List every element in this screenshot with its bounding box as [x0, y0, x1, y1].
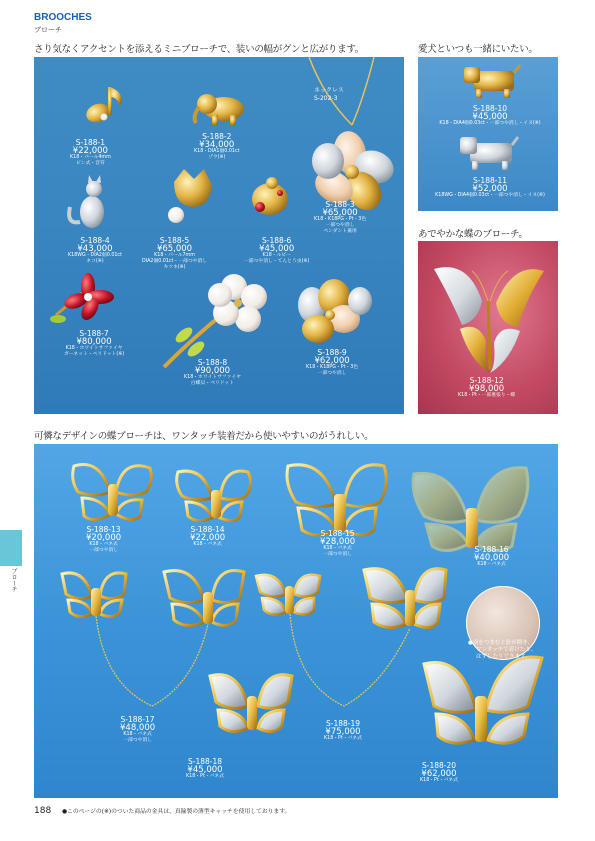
product-spec: K18・K18PG・Pt・3色: [306, 365, 359, 370]
product-spec: 一部つや消し: [325, 223, 355, 228]
butterfly-clip-s188-15: [287, 465, 386, 535]
clasp-note-line: ●羽をつまむと針が開き、: [468, 640, 534, 646]
product-code: S-188-2: [202, 132, 232, 141]
product-price: ¥20,000: [86, 533, 122, 543]
product-label-s188-6: [244, 237, 309, 265]
product-price: ¥75,000: [325, 727, 361, 737]
product-label-s188-12: [458, 377, 515, 399]
product-price: ¥40,000: [474, 553, 510, 563]
butterfly-clip-s188-14: [177, 471, 251, 521]
product-code: S-188-17: [120, 715, 155, 724]
product-spec: K18・Pt・バネ式: [324, 736, 363, 741]
product-label-s188-10: [428, 105, 552, 127]
caption-dog-brooches: 愛犬といつも一緒にいたい。: [418, 44, 538, 55]
footnote: ●このページの(※)のついた商品の金具は、真鍮製の薄型キャッチを使用しております。: [62, 809, 291, 815]
product-spec: 一部つや消し・てんとう虫(※): [244, 259, 310, 264]
pearl-flower-brooch: [164, 274, 267, 367]
silver-terrier-brooch: [460, 137, 518, 170]
product-price: ¥48,000: [120, 723, 156, 733]
product-spec: K18・ホワイトサファイヤ: [65, 346, 123, 351]
product-spec: K18WG・DIA4個0.03ct・一部つや消し・イヌ(※): [435, 193, 545, 198]
product-spec: ネコ(※): [86, 259, 104, 264]
necklace-note-code: S-202-3: [314, 95, 338, 102]
product-spec: K18・Pt・バネ式: [420, 778, 459, 783]
product-label-s188-18: [186, 758, 224, 780]
product-spec: K18・パール7mm: [154, 253, 195, 258]
caption-mini-brooches: さり気なくアクセントを添えるミニブローチで、装いの幅がグンと広がります。: [34, 44, 364, 55]
product-spec: ガーネット・ペリドット(※): [64, 352, 125, 357]
product-spec: K18・Pt・一部裏張り・蝶: [458, 393, 516, 398]
red-flower-brooch: [50, 273, 114, 323]
product-spec: K18・バネ式: [123, 732, 152, 737]
product-price: ¥62,000: [421, 769, 457, 779]
product-price: ¥80,000: [76, 337, 112, 347]
product-spec: K18・Pt・バネ式: [186, 774, 225, 779]
product-code: S-188-6: [262, 236, 292, 245]
product-code: S-188-3: [325, 200, 355, 209]
product-price: ¥22,000: [72, 146, 108, 156]
product-spec: K18・パール4mm: [70, 155, 111, 160]
product-spec: 一部つや消し: [89, 548, 118, 553]
product-code: S-188-8: [197, 358, 228, 367]
clasp-note-line: ワンタッチで着けたり、: [476, 647, 537, 653]
product-code: S-188-15: [320, 529, 355, 538]
product-spec: キツネ(※): [163, 265, 186, 270]
product-code: S-188-14: [190, 525, 225, 534]
product-price: ¥90,000: [194, 366, 231, 376]
music-note-brooch: [84, 87, 122, 126]
caption-butterfly-clips: 可憐なデザインの蝶ブローチは、ワンタッチ装着だから使いやすいのがうれしい。: [34, 431, 374, 442]
product-code: S-188-11: [472, 176, 508, 185]
clasp-note-line: はずしたりできます。: [476, 654, 531, 660]
product-code: S-188-12: [469, 376, 504, 385]
product-label-s188-15: [320, 530, 355, 558]
product-price: ¥34,000: [199, 140, 235, 150]
product-code: S-188-20: [421, 761, 457, 770]
product-code: S-188-18: [187, 757, 223, 766]
product-label-s188-20: [420, 762, 458, 784]
product-label-s188-8: [184, 359, 241, 387]
product-spec: K18・バネ式: [193, 542, 222, 547]
caption-butterfly-brooch: あでやかな蝶のブローチ。: [418, 229, 528, 240]
product-code: S-188-16: [474, 545, 509, 554]
product-code: S-188-9: [317, 348, 347, 357]
product-price: ¥22,000: [190, 533, 226, 543]
product-spec: K18・バネ式: [323, 546, 352, 551]
product-spec: K18・ルビー: [262, 253, 291, 258]
product-spec: K18・DIA4個0.03ct・一部つや消し・イヌ(※): [439, 121, 541, 126]
section-tab-label: ブローチ: [10, 568, 17, 592]
product-label-s188-7: [64, 330, 124, 358]
butterfly-clip-photo-panel: [34, 444, 558, 798]
product-price: ¥28,000: [320, 537, 356, 547]
product-spec: 一部つや消し: [123, 738, 152, 743]
elephant-brooch: [195, 94, 244, 125]
product-spec: ピン式・音符: [75, 161, 105, 166]
product-price: ¥45,000: [259, 244, 295, 254]
product-code: S-188-5: [159, 236, 190, 245]
product-spec: DIA2個0.01ct・一部つや消し: [142, 259, 208, 264]
product-label-s188-13: [86, 526, 121, 554]
product-label-s188-14: [190, 526, 225, 548]
product-price: ¥43,000: [77, 244, 113, 254]
product-spec: 一部つや消し: [317, 371, 347, 376]
product-price: ¥62,000: [314, 356, 350, 366]
product-spec: K18・K18PG・Pt・3色: [314, 217, 367, 222]
product-label-s188-2: [194, 133, 239, 161]
product-price: ¥52,000: [472, 184, 508, 194]
large-butterfly-photo-panel: [418, 241, 558, 414]
product-label-s188-11: [428, 177, 552, 199]
product-price: ¥98,000: [469, 384, 505, 394]
section-title-jp: ブローチ: [34, 26, 62, 34]
gold-terrier-brooch: [464, 65, 520, 98]
necklace-note-label: ネックレス: [314, 87, 344, 94]
tricolor-flower-brooch: [298, 279, 372, 343]
product-label-s188-16: [474, 546, 509, 568]
section-tab: [0, 530, 22, 566]
ladybug-brooch: [252, 177, 288, 215]
cat-brooch: [69, 175, 104, 228]
clasp-note: [468, 640, 536, 661]
product-price: ¥45,000: [472, 112, 508, 122]
product-spec: K18・バネ式: [89, 542, 118, 547]
product-spec: 一部つや消し: [323, 552, 352, 557]
butterfly-clip-s188-13: [73, 464, 152, 519]
product-code: S-188-10: [472, 104, 508, 113]
gold-silver-butterfly-brooch: [434, 267, 544, 373]
butterfly-clip-s188-16: [413, 468, 528, 551]
necklace-note: [314, 87, 344, 103]
mini-brooch-photo-panel: [34, 57, 404, 414]
butterfly-clip-s188-20: [424, 657, 542, 743]
product-code: S-188-19: [325, 719, 361, 728]
product-code: S-188-4: [80, 236, 110, 245]
fox-brooch: [168, 169, 212, 223]
product-spec: ゾウ(※): [208, 155, 226, 160]
product-label-s188-5: [142, 237, 207, 271]
product-spec: K18・ホワイトサファイヤ: [184, 375, 241, 380]
product-label-s188-1: [70, 139, 111, 167]
product-code: S-188-13: [86, 525, 121, 534]
product-spec: K18WG・DIA2個0.01ct: [68, 253, 122, 258]
product-code: S-188-7: [79, 329, 109, 338]
product-code: S-188-1: [75, 138, 105, 147]
product-label-s188-17: [120, 716, 155, 744]
page-number: 188: [34, 806, 52, 816]
product-label-s188-19: [324, 720, 362, 742]
product-price: ¥45,000: [187, 765, 223, 775]
product-label-s188-3: [314, 201, 366, 235]
product-spec: K18・DIA1個0.01ct: [194, 149, 240, 154]
section-title-en: BROOCHES: [34, 12, 92, 23]
dog-brooch-photo-panel: [418, 57, 558, 211]
product-label-s188-4: [68, 237, 122, 265]
product-price: ¥65,000: [322, 208, 358, 218]
product-price: ¥65,000: [156, 244, 193, 254]
product-label-s188-9: [306, 349, 358, 377]
product-spec: K18・バネ式: [477, 562, 506, 567]
product-spec: 白蝶貝・ペリドット: [191, 381, 234, 386]
product-spec: ペンダント兼用: [323, 229, 357, 234]
butterfly-clip-s188-18: [210, 675, 292, 732]
